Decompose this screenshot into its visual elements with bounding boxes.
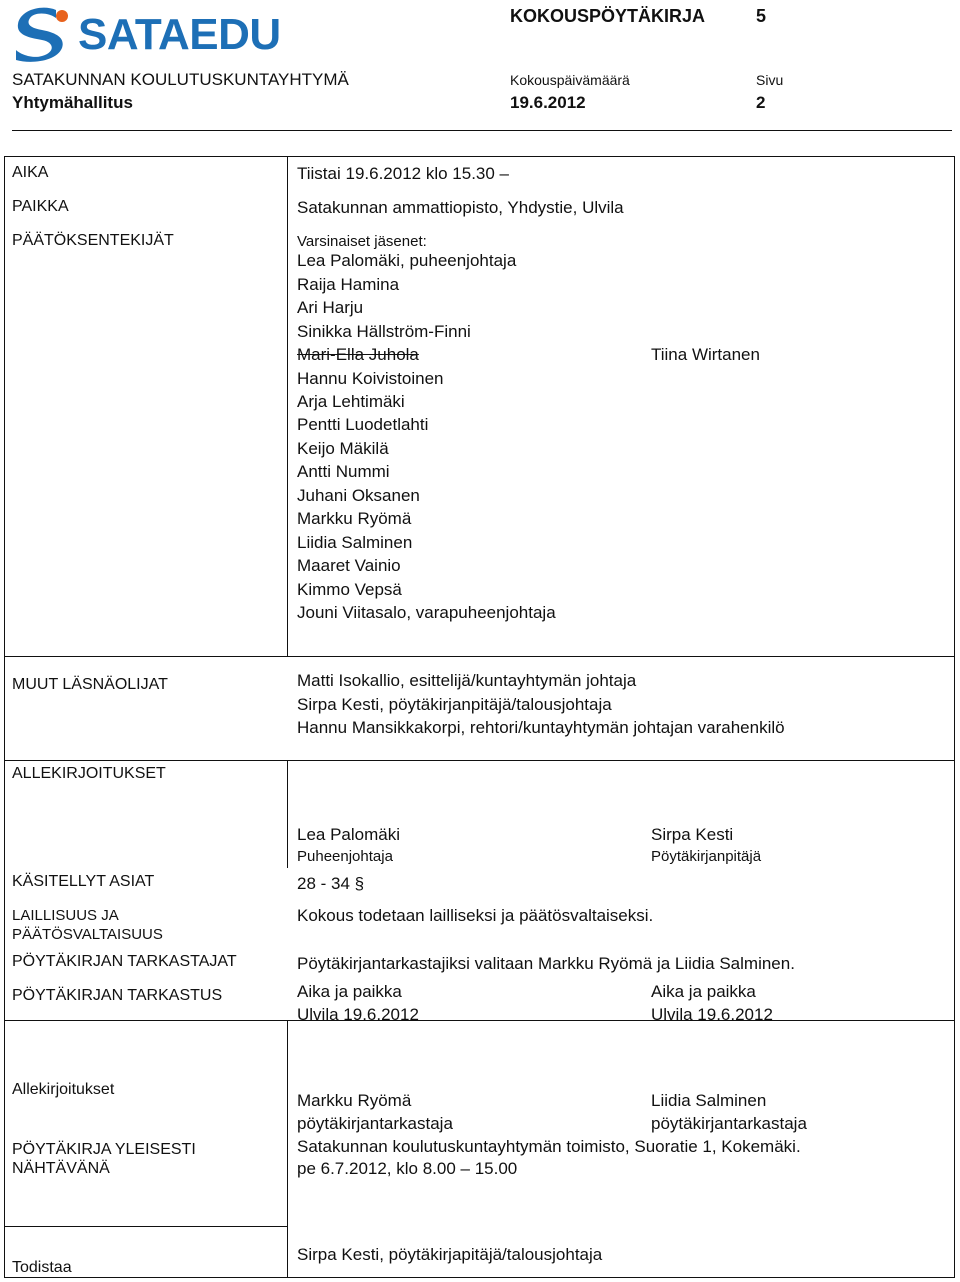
member-item: Ari Harju [297, 298, 364, 317]
others-present-label: MUUT LÄSNÄOLIJAT [12, 676, 168, 693]
checker1-signature-role: pöytäkirjantarkastaja [297, 1114, 453, 1133]
member-item: Maaret Vainio [297, 556, 401, 575]
minutes-checkers-value: Pöytäkirjantarkastajiksi valitaan Markku Ryömä ja Liidia Salminen. [297, 954, 795, 973]
member-item: Sinikka Hällström-Finni [297, 322, 471, 341]
member-item: Antti Nummi [297, 462, 390, 481]
secretary-signature-name: Sirpa Kesti [651, 825, 734, 844]
row-divider [4, 1226, 287, 1227]
member-item-absent: Mari-Ella Juhola [297, 345, 419, 364]
meeting-date: 19.6.2012 [510, 93, 586, 112]
place-label: PAIKKA [12, 198, 69, 215]
page-label: Sivu [756, 72, 784, 88]
member-item: Hannu Koivistoinen [297, 369, 444, 388]
others-present-item: Hannu Mansikkakorpi, rehtori/kuntayhtymän johtajan varahenkilö [297, 718, 785, 737]
minutes-table [4, 156, 955, 1278]
column-divider [287, 760, 288, 868]
signatures-label: ALLEKIRJOITUKSET [12, 765, 166, 782]
member-item: Jouni Viitasalo, varapuheenjohtaja [297, 603, 556, 622]
time-label: AIKA [12, 164, 49, 181]
document-number: 5 [756, 6, 767, 26]
checker2-signature-name: Liidia Salminen [651, 1091, 767, 1110]
member-item: Lea Palomäki, puheenjohtaja [297, 251, 517, 270]
column-divider [287, 1020, 288, 1278]
member-item: Arja Lehtimäki [297, 392, 405, 411]
members-heading: Varsinaiset jäsenet: [297, 233, 427, 250]
checker2-signature-role: pöytäkirjantarkastaja [651, 1114, 807, 1133]
certify-label: Todistaa [12, 1259, 72, 1276]
public-display-label: PÖYTÄKIRJA YLEISESTI [12, 1141, 196, 1158]
decision-makers-label: PÄÄTÖKSENTEKIJÄT [12, 232, 174, 249]
row-divider [4, 656, 955, 657]
sataedu-logo [12, 4, 281, 62]
quorum-label: LAILLISUUS JA [12, 907, 119, 924]
member-item: Liidia Salminen [297, 533, 413, 552]
check-time-place-value: Ulvila 19.6.2012 [297, 1005, 419, 1024]
page-number: 2 [756, 93, 766, 112]
document-title: KOKOUSPÖYTÄKIRJA [510, 6, 706, 26]
public-display-label-line2: NÄHTÄVÄNÄ [12, 1160, 110, 1177]
board-name: Yhtymähallitus [12, 93, 133, 112]
member-item: Raija Hamina [297, 275, 400, 294]
checker1-signature-name: Markku Ryömä [297, 1091, 412, 1110]
chair-signature-role: Puheenjohtaja [297, 848, 393, 865]
checker-signatures-label: Allekirjoitukset [12, 1081, 115, 1098]
items-handled-value: 28 - 34 § [297, 874, 365, 893]
header-divider [12, 130, 952, 131]
organization-name: SATAKUNNAN KOULUTUSKUNTAYHTYMÄ [12, 70, 349, 89]
quorum-label-line2: PÄÄTÖSVALTAISUUS [12, 926, 163, 943]
member-item: Markku Ryömä [297, 509, 412, 528]
items-handled-label: KÄSITELLYT ASIAT [12, 873, 155, 890]
column-divider [287, 156, 288, 656]
minutes-check-label: PÖYTÄKIRJAN TARKASTUS [12, 987, 223, 1004]
chair-signature-name: Lea Palomäki [297, 825, 401, 844]
others-present-item: Sirpa Kesti, pöytäkirjanpitäjä/talousjohtaja [297, 695, 612, 714]
row-divider [4, 1020, 955, 1021]
minutes-checkers-label: PÖYTÄKIRJAN TARKASTAJAT [12, 953, 237, 970]
time-value: Tiistai 19.6.2012 klo 15.30 – [297, 164, 510, 183]
member-item: Keijo Mäkilä [297, 439, 389, 458]
row-divider [4, 760, 955, 761]
member-item: Pentti Luodetlahti [297, 415, 429, 434]
check-time-place-label: Aika ja paikka [651, 982, 756, 1001]
substitute-member: Tiina Wirtanen [651, 345, 760, 364]
meeting-date-label: Kokouspäivämäärä [510, 72, 630, 88]
certify-value: Sirpa Kesti, pöytäkirjapitäjä/talousjohtaja [297, 1245, 603, 1264]
logo-mark-icon [12, 4, 72, 62]
member-item: Juhani Oksanen [297, 486, 420, 505]
others-present-item: Matti Isokallio, esittelijä/kuntayhtymän johtaja [297, 671, 637, 690]
check-time-place-value: Ulvila 19.6.2012 [651, 1005, 773, 1024]
public-display-time: pe 6.7.2012, klo 8.00 – 15.00 [297, 1159, 518, 1178]
check-time-place-label: Aika ja paikka [297, 982, 402, 1001]
member-item: Kimmo Vepsä [297, 580, 402, 599]
logo-text: SATAEDU [78, 10, 281, 59]
quorum-value: Kokous todetaan lailliseksi ja päätösvaltaiseksi. [297, 906, 654, 925]
public-display-location: Satakunnan koulutuskuntayhtymän toimisto, Suoratie 1, Kokemäki. [297, 1137, 801, 1156]
secretary-signature-role: Pöytäkirjanpitäjä [651, 848, 762, 865]
place-value: Satakunnan ammattiopisto, Yhdystie, Ulvila [297, 198, 624, 217]
